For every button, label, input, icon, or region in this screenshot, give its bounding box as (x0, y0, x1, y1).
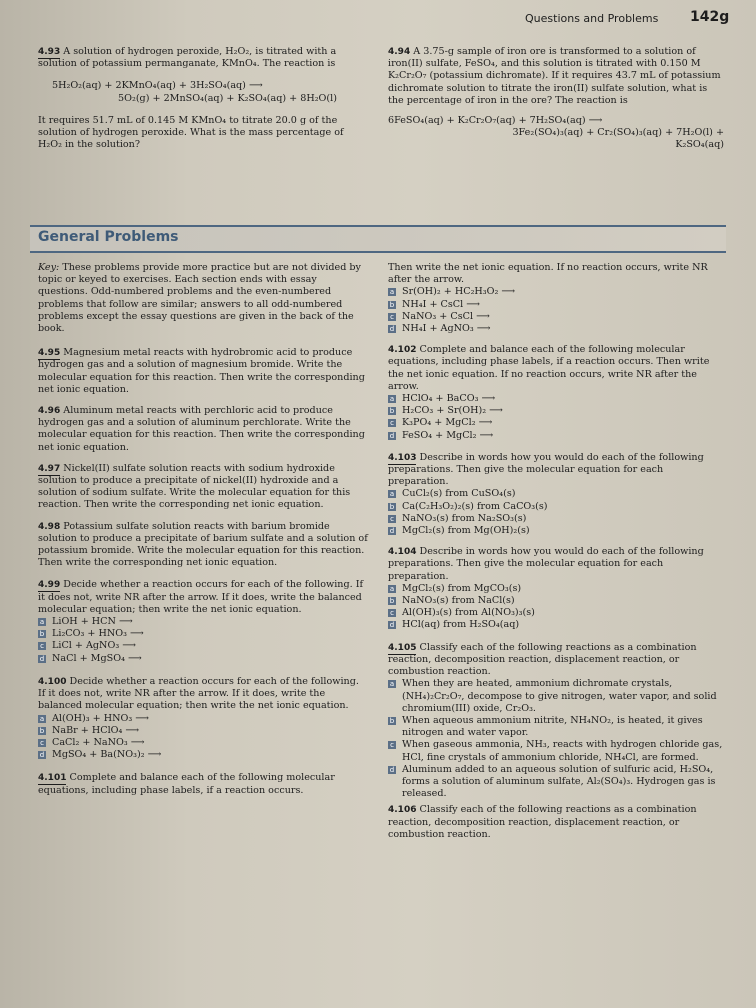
list-item: c K₃PO₄ + MgCl₂ ⟶ (388, 417, 724, 429)
list-item: b NaBr + HClO₄ ⟶ (39, 724, 140, 736)
continued-text: Then write the net ionic equation. If no reaction occurs, write NR after the arrow. (388, 262, 708, 286)
problem-number: 4.100 (38, 676, 67, 687)
problem-number: 4.99 (38, 580, 61, 591)
list-item: c When gaseous ammonia, NH₃, reacts with hydrogen chloride gas, HCl, fine crystals of ammonium chloride, NH₄Cl, are formed. (388, 739, 724, 763)
letter-badge: c (388, 515, 396, 523)
key-note (38, 262, 368, 335)
letter-badge: d (389, 431, 395, 440)
equation-line: K₂SO₄(aq) (675, 139, 724, 151)
problem-number: 4.106 (388, 805, 417, 816)
problem-4-96 (38, 405, 368, 454)
letter-badge: b (39, 726, 45, 735)
equation-line: 3Fe₂(SO₄)₃(aq) + Cr₂(SO₄)₃(aq) + 7H₂O(l) + (512, 127, 724, 139)
letter-badge: c (38, 642, 46, 650)
list-item: a Al(OH)₃ + HNO₃ ⟶ (39, 712, 149, 724)
list-item: d FeSO₄ + MgCl₂ ⟶ (389, 429, 494, 441)
problem-number: 4.101 (38, 773, 67, 784)
problem-text: Potassium sulfate solution reacts with barium bromide solution to produce a precipitate of barium sulfate and a solution of potassium bromide. Write the molecular equation for this reaction. Then write the corresponding net ionic equation. (38, 520, 368, 569)
problem-number: 4.96 (38, 406, 61, 417)
letter-badge: b (389, 407, 395, 416)
problem-text: A solution of hydrogen peroxide, H₂O₂, is titrated with a solution of potassium permanganate, KMnO₄. The reaction is (38, 46, 337, 70)
section-title: General Problems (38, 229, 179, 245)
list-item: c Al(OH)₃(s) from Al(NO₃)₃(s) (388, 607, 724, 619)
letter-badge: a (39, 618, 45, 627)
equation-line: 5O₂(g) + 2MnSO₄(aq) + K₂SO₄(aq) + 8H₂O(l) (118, 92, 337, 104)
list-item: b Li₂CO₃ + HNO₃ ⟶ (39, 628, 144, 640)
problem-text: Decide whether a reaction occurs for each of the following. If it does not, write NR after the arrow. If it does, write the balanced molecular equation; then write the net ionic equation. (38, 579, 364, 615)
list-item: d Aluminum added to an aqueous solution of sulfuric acid, H₂SO₄, forms a solution of aluminum sulfate, Al₂(SO₄)₃. Hydrogen gas is released. (389, 763, 716, 800)
letter-badge: d (389, 527, 395, 536)
key-label: Key: (38, 262, 60, 273)
list-item: a LiOH + HCN ⟶ (39, 616, 133, 628)
problem-number: 4.98 (38, 521, 61, 532)
problem-4-93 (38, 46, 368, 151)
problem-number: 4.105 (388, 642, 417, 653)
list-item: b H₂CO₃ + Sr(OH)₂ ⟶ (389, 405, 503, 417)
problem-text: Describe in words how you would do each of the following preparations. Then give the molecular equation for each preparation. (388, 546, 704, 582)
problem-number: 4.94 (388, 47, 411, 57)
list-item: a CuCl₂(s) from CuSO₄(s) (389, 488, 516, 500)
problem-text: Describe in words how you would do each of the following preparations. Then give the molecular equation for each preparation. (388, 451, 704, 488)
right-column (388, 262, 724, 841)
problem-text: Complete and balance each of the following molecular equations, including phase labels, if a reaction occurs. (38, 772, 335, 796)
list-item: b Ca(C₂H₃O₂)₂(s) from CaCO₃(s) (389, 500, 548, 512)
problem-4-98 (38, 521, 368, 570)
list-item: c LiCl + AgNO₃ ⟶ (38, 640, 368, 652)
list-item: b NH₄I + CsCl ⟶ (389, 298, 481, 310)
section-banner (30, 225, 726, 253)
list-item: c NaNO₃(s) from Na₂SO₃(s) (388, 513, 724, 525)
letter-badge: c (388, 741, 396, 749)
problem-4-97 (38, 463, 368, 512)
problem-text: Aluminum metal reacts with perchloric acid to produce hydrogen gas and a solution of aluminum perchlorate. Write the molecular equation for this reaction. Then write the corresponding net ionic equation. (38, 405, 365, 453)
problem-4-94 (388, 46, 724, 152)
letter-badge: b (389, 502, 395, 511)
letter-badge: d (389, 325, 395, 334)
problem-4-102 (388, 344, 724, 442)
problem-4-106 (388, 804, 724, 841)
list-item: a Sr(OH)₂ + HC₂H₃O₂ ⟶ (389, 286, 516, 298)
left-column (38, 262, 368, 797)
letter-badge: c (388, 419, 396, 427)
running-header: Questions and Problems (525, 12, 659, 25)
equation-line: 6FeSO₄(aq) + K₂Cr₂O₇(aq) + 7H₂SO₄(aq) ⟶ (388, 115, 603, 127)
list-item: d MgCl₂(s) from Mg(OH)₂(s) (389, 525, 530, 537)
problem-text: Classify each of the following reactions as a combination reaction, decomposition reaction, displacement reaction, or combustion reaction. (388, 804, 697, 840)
list-item: d NaCl + MgSO₄ ⟶ (39, 652, 142, 664)
list-item: d HCl(aq) from H₂SO₄(aq) (389, 619, 520, 631)
letter-badge: d (389, 621, 395, 630)
letter-badge: a (389, 584, 395, 593)
list-item: d MgSO₄ + Ba(NO₃)₂ ⟶ (39, 749, 162, 761)
letter-badge: d (389, 765, 395, 774)
problem-text: Magnesium metal reacts with hydrobromic acid to produce hydrogen gas and a solution of magnesium bromide. Write the molecular equation for this reaction. Then write the corresponding net ionic equation. (38, 347, 365, 395)
list-item: a HClO₄ + BaCO₃ ⟶ (389, 393, 496, 405)
letter-badge: d (39, 751, 45, 760)
letter-badge: a (389, 395, 395, 404)
letter-badge: a (389, 288, 395, 297)
problem-4-104 (388, 546, 724, 631)
problem-text: Decide whether a reaction occurs for each of the following. If it does not, write NR after the arrow. If it does, write the balanced molecular equation; then write the net ionic equation. (38, 675, 359, 712)
list-item: d NH₄I + AgNO₃ ⟶ (389, 323, 491, 335)
problem-question: It requires 51.7 mL of 0.145 M KMnO₄ to titrate 20.0 g of the solution of hydrogen peroxide. What is the mass percentage of H₂O₂ in the solution? (38, 114, 344, 151)
equation-line: 5H₂O₂(aq) + 2KMnO₄(aq) + 3H₂SO₄(aq) ⟶ (52, 80, 263, 92)
problem-4-100 (38, 676, 368, 761)
letter-badge: b (389, 716, 395, 725)
list-item: c NaNO₃ + CsCl ⟶ (388, 311, 724, 323)
problem-number: 4.103 (388, 452, 417, 463)
list-item: b NaNO₃(s) from NaCl(s) (389, 595, 515, 607)
key-text: These problems provide more practice but are not divided by topic or keyed to exercises. Each section ends with essay questions. Odd-numbered problems and the even-numbered problems that follow are similar; answers to all odd-numbered problems except the essay questions are given in the back of the book. (38, 262, 361, 335)
problem-4-103 (388, 452, 724, 537)
problem-4-101 (38, 772, 368, 796)
letter-badge: b (39, 630, 45, 639)
list-item: a When they are heated, ammonium dichromate crystals, (NH₄)₂Cr₂O₇, decompose to give nitrogen, water vapor, and solid chromium(III) oxide, Cr₂O₃. (389, 678, 717, 714)
letter-badge: a (39, 714, 45, 723)
letter-badge: b (389, 300, 395, 309)
letter-badge: d (39, 654, 45, 663)
list-item: b When aqueous ammonium nitrite, NH₄NO₂, is heated, it gives nitrogen and water vapor. (389, 714, 703, 739)
problem-text: Complete and balance each of the following molecular equations, including phase labels, if a reaction occurs. Then write the net ionic equation. If no reaction occurs, write NR after the arrow. (388, 344, 710, 392)
letter-badge: a (389, 680, 395, 689)
problem-text: Classify each of the following reactions as a combination reaction, decomposition reaction, displacement reaction, or combustion reaction. (388, 641, 697, 678)
letter-badge: a (389, 490, 395, 499)
letter-badge: b (389, 597, 395, 606)
problem-text: Nickel(II) sulfate solution reacts with sodium hydroxide solution to produce a precipitate of nickel(II) hydroxide and a solution of sodium sulfate. Write the molecular equation for this reaction. Then write the corresponding net ionic equation. (38, 462, 351, 511)
problem-number: 4.93 (38, 47, 61, 57)
problem-4-99 (38, 579, 368, 664)
problem-4-95 (38, 347, 368, 396)
page-number: 142g (690, 9, 730, 25)
letter-badge: c (388, 313, 396, 321)
problem-text: A 3.75-g sample of iron ore is transformed to a solution of iron(II) sulfate, FeSO₄, and this solution is titrated with 0.150 M K₂Cr₂O₇ (potassium dichromate). If it requires 43.7 mL of potassium dichromate solution to titrate the iron(II) sulfate solution, what is the percentage of iron in the ore? The reaction is (388, 46, 721, 106)
problem-number: 4.104 (388, 547, 417, 558)
problem-number: 4.97 (38, 463, 61, 474)
list-item: c CaCl₂ + NaNO₃ ⟶ (38, 737, 368, 749)
problem-4-105 (388, 642, 724, 801)
problem-number: 4.102 (388, 345, 417, 356)
letter-badge: c (388, 609, 396, 617)
letter-badge: c (38, 739, 46, 747)
problem-number: 4.95 (38, 348, 61, 359)
list-item: a MgCl₂(s) from MgCO₃(s) (389, 582, 522, 594)
